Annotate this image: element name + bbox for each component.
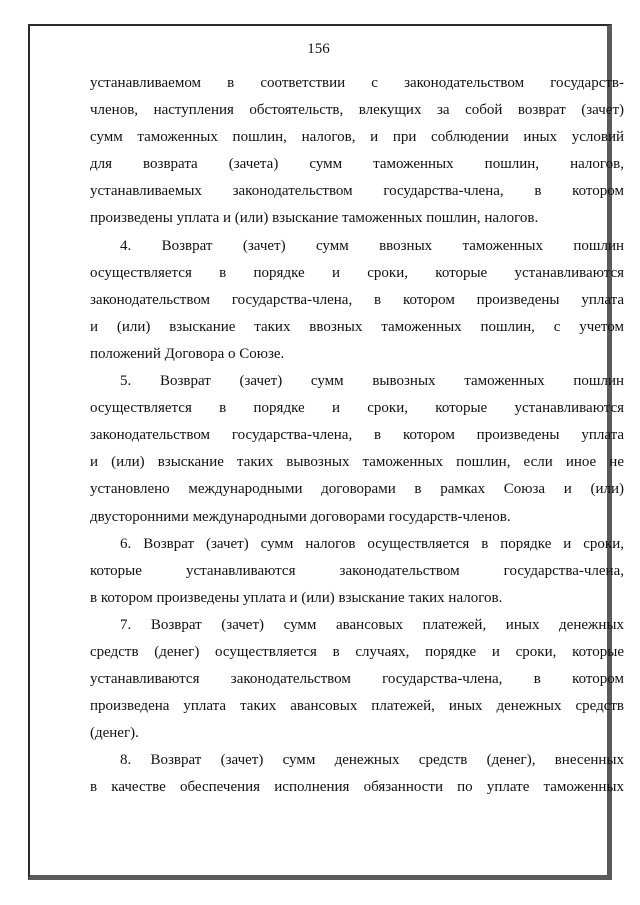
text-line: двусторонними международными договорами государств-членов. <box>90 508 511 525</box>
text-line: устанавливаются законодательством государства-члена, в котором <box>90 671 624 688</box>
page-number: 156 <box>307 41 330 57</box>
text-line: положений Договора о Союзе. <box>90 345 285 362</box>
text-line: законодательством государства-члена, в котором произведены уплата <box>90 291 624 308</box>
text-line: 7. Возврат (зачет) сумм авансовых платежей, иных денежных <box>120 616 624 633</box>
text-line: осуществляется в порядке и сроки, которые устанавливаются <box>90 264 624 281</box>
paragraph <box>90 612 624 747</box>
text-line: 6. Возврат (зачет) сумм налогов осуществляется в порядке и сроки, <box>120 535 624 552</box>
text-line: и (или) взыскание таких вывозных таможенных пошлин, если иное не <box>90 454 624 471</box>
document-body <box>90 70 624 802</box>
text-line: (денег). <box>90 725 139 742</box>
text-line: устанавливаемых законодательством государства-члена, в котором <box>90 183 624 200</box>
text-line: установлено международными договорами в рамках Союза и (или) <box>90 481 624 498</box>
text-line: произведены уплата и (или) взыскание таможенных пошлин, налогов. <box>90 210 539 227</box>
text-line: законодательством государства-члена, в котором произведены уплата <box>90 427 624 444</box>
text-line: сумм таможенных пошлин, налогов, и при соблюдении иных условий <box>90 129 624 146</box>
text-line: для возврата (зачета) сумм таможенных пошлин, налогов, <box>90 156 624 173</box>
paragraph <box>90 747 624 801</box>
paragraph <box>90 368 624 531</box>
paragraph <box>90 233 624 368</box>
page-frame <box>28 24 624 880</box>
text-line: в качестве обеспечения исполнения обязанности по уплате таможенных <box>90 779 624 796</box>
paragraph <box>90 531 624 612</box>
text-line: осуществляется в порядке и сроки, которые устанавливаются <box>90 400 624 417</box>
text-line: и (или) взыскание таких ввозных таможенных пошлин, с учетом <box>90 318 624 335</box>
text-line: в котором произведены уплата и (или) взыскание таких налогов. <box>90 589 503 606</box>
text-line: средств (денег) осуществляется в случаях, порядке и сроки, которые <box>90 643 624 660</box>
text-line: которые устанавливаются законодательством государства-члена, <box>90 562 624 579</box>
text-line: 4. Возврат (зачет) сумм ввозных таможенных пошлин <box>120 237 624 254</box>
text-line: устанавливаемом в соответствии с законодательством государств- <box>90 75 624 91</box>
text-line: 5. Возврат (зачет) сумм вывозных таможенных пошлин <box>120 373 624 390</box>
text-line: членов, наступления обстоятельств, влекущих за собой возврат (зачет) <box>90 102 624 119</box>
text-line: 8. Возврат (зачет) сумм денежных средств (денег), внесенных <box>120 752 624 769</box>
text-line: произведена уплата таких авансовых платежей, иных денежных средств <box>90 698 624 715</box>
paragraph <box>90 70 624 233</box>
